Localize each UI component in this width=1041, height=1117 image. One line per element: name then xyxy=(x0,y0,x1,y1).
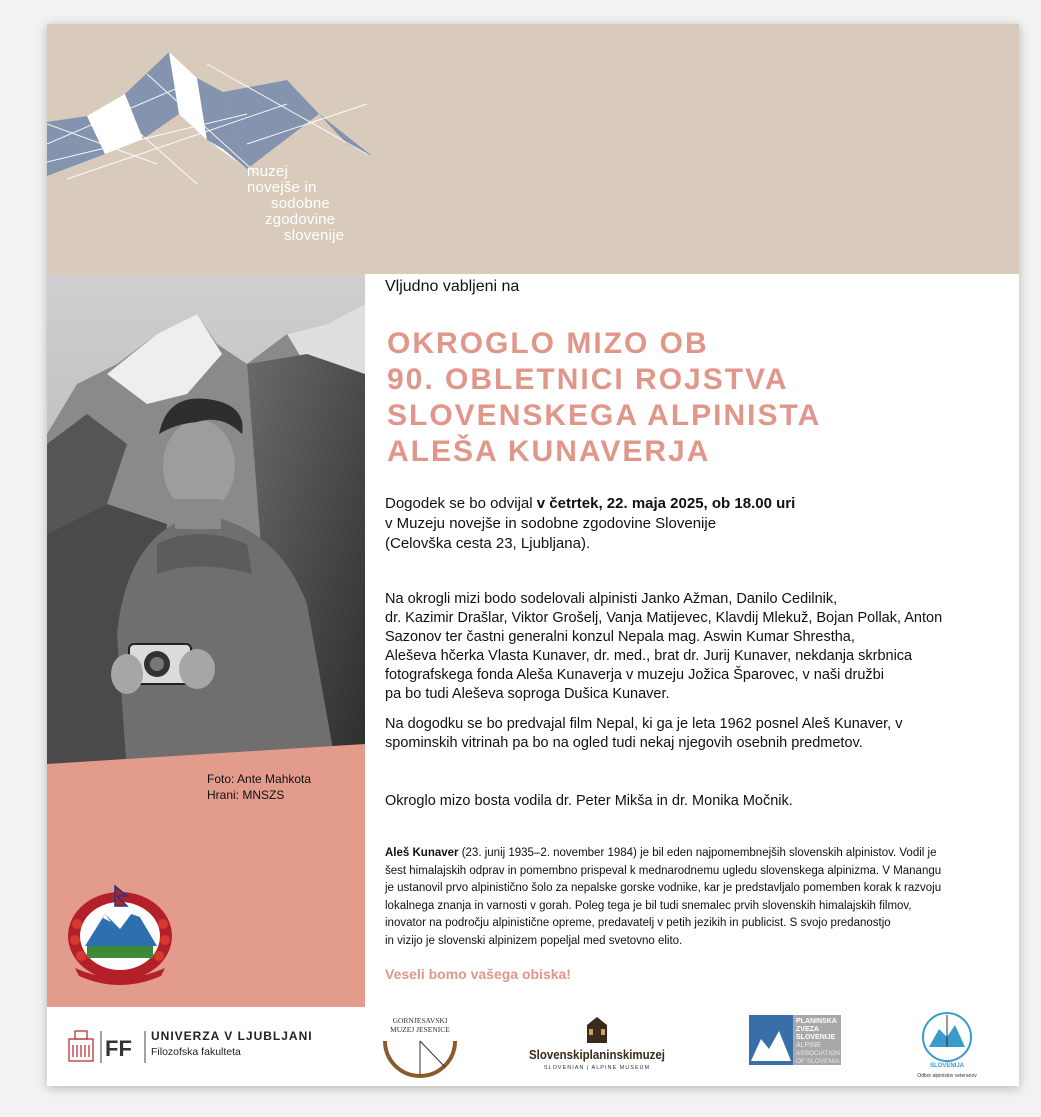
museum-name-line: sodobne xyxy=(271,195,330,212)
slovenski-planinski-muzej-logo xyxy=(527,1015,667,1075)
participants-line: Aleševa hčerka Vlasta Kunaver, dr. med., brat dr. Jurij Kunaver, nekdanja skrbnica xyxy=(385,648,913,664)
ff-university: UNIVERZA V LJUBLJANI xyxy=(151,1029,313,1043)
bio-name: Aleš Kunaver xyxy=(385,847,459,859)
museum-mountain-logo xyxy=(47,44,377,184)
photo-holder: Hrani: MNSZS xyxy=(207,788,285,802)
spm-name: Slovenskiplaninskimuzej xyxy=(529,1047,665,1062)
museum-name xyxy=(247,164,344,244)
pzs-line: SLOVENIJE xyxy=(796,1034,836,1041)
film-paragraph xyxy=(385,715,995,753)
title-line: SLOVENSKEGA ALPINISTA xyxy=(387,399,822,432)
event-details xyxy=(385,494,995,554)
biography-paragraph xyxy=(385,845,1025,950)
portrait-photo xyxy=(47,274,365,772)
invitation-page xyxy=(47,24,1019,1086)
bio-line: šest himalajskih odprav in pomembno prispeval k mednarodnemu ugledu slovenskega alpinizma. V Manangu xyxy=(385,864,942,877)
museum-name-line: novejše in xyxy=(247,179,317,196)
ff-mark: FF xyxy=(105,1036,132,1061)
participants-line: dr. Kazimir Drašlar, Viktor Grošelj, Vanja Matijevec, Klavdij Mlekuž, Bojan Pollak, Anton xyxy=(385,610,943,626)
bio-line: lokalnega znanja in varnosti v gorah. Poleg tega je bil tudi snemalec prvih slovenskih himalajskih filmov, xyxy=(385,899,912,912)
photo-author: Foto: Ante Mahkota xyxy=(207,772,312,786)
museum-name-line: slovenije xyxy=(284,227,345,244)
title-line: OKROGLO MIZO OB xyxy=(387,327,709,360)
film-line: Na dogodku se bo predvajal film Nepal, ki ga je leta 1962 posnel Aleš Kunaver, v xyxy=(385,716,903,732)
ov-name: SLOVENIJA xyxy=(929,1063,965,1069)
bio-line: je ustanovil prvo alpinistično šolo za nepalske gorske vodnike, kar je predstavljalo pomemben korak k razvoju xyxy=(385,882,942,894)
ff-logo-icon xyxy=(67,1025,147,1065)
alpinisti-veterani-logo xyxy=(907,1009,1007,1079)
event-title xyxy=(387,326,997,470)
event-date: v četrtek, 22. maja 2025, ob 18.00 uri xyxy=(536,495,796,512)
bio-line: (23. junij 1935–2. november 1984) je bil eden najpomembnejših slovenskih alpinistov. Vodil je xyxy=(458,847,937,859)
gm-line1: GORNJESAVSKI xyxy=(392,1016,448,1025)
participants-line: Sazonov ter častni generalni konzul Nepala mag. Aswin Kumar Shrestha, xyxy=(385,629,855,645)
ov-caption: Odbor alpinistov veteranov xyxy=(917,1073,977,1079)
participants-line: fotografskega fonda Aleša Kunaverja v muzeju Jožica Šparovec, v naši družbi xyxy=(385,667,884,683)
museum-name-line: muzej xyxy=(247,163,289,180)
participants-paragraph xyxy=(385,590,995,704)
invitation-greeting: Vljudno vabljeni na xyxy=(385,278,520,295)
participants-line: Na okrogli mizi bodo sodelovali alpinisti Janko Ažman, Danilo Cedilnik, xyxy=(385,591,838,607)
museum-name-line: zgodovine xyxy=(265,211,336,228)
welcome-message: Veseli bomo vašega obiska! xyxy=(385,966,571,982)
pzs-line: ALPINE xyxy=(796,1042,821,1049)
pzs-line: ZVEZA xyxy=(796,1026,819,1033)
title-line: 90. OBLETNICI ROJSTVA xyxy=(387,363,789,396)
left-column xyxy=(47,274,365,1007)
pzs-line: OF SLOVENIA xyxy=(796,1058,840,1065)
planinska-zveza-logo xyxy=(747,1013,843,1067)
pzs-line: ASSOCIATION xyxy=(796,1050,840,1057)
gm-line2: MUZEJ JESENICE xyxy=(390,1025,450,1034)
participants-line: pa bo tudi Aleševa soproga Dušica Kunaver. xyxy=(385,686,670,702)
event-prefix: Dogodek se bo odvijal xyxy=(385,495,537,512)
gornjesavski-muzej-logo xyxy=(375,1011,465,1081)
bio-line: inovator na področju alpinistične opreme, predavatelj v petih jezikih in publicist. S svojo predanostjo xyxy=(385,917,891,929)
ff-faculty: Filozofska fakulteta xyxy=(151,1046,241,1058)
climber-photo xyxy=(47,274,365,772)
pzs-line: PLANINSKA xyxy=(796,1018,837,1025)
nepal-coat-of-arms-icon xyxy=(65,884,175,984)
spm-sub: SLOVENIAN | ALPINE MUSEUM xyxy=(543,1065,651,1071)
title-line: ALEŠA KUNAVERJA xyxy=(387,435,711,468)
photo-credit xyxy=(207,771,311,803)
header-banner xyxy=(47,24,1019,274)
ff-university-text xyxy=(151,1029,313,1058)
bio-line: in vizijo je slovenski alpinizem popeljal med svetovno elito. xyxy=(385,934,683,947)
partner-logos xyxy=(47,1007,1019,1086)
moderators-paragraph: Okroglo mizo bosta vodila dr. Peter Mikša in dr. Monika Močnik. xyxy=(385,793,793,809)
film-line: spominskih vitrinah pa bo na ogled tudi nekaj njegovih osebnih predmetov. xyxy=(385,735,863,751)
event-venue: v Muzeju novejše in sodobne zgodovine Slovenije xyxy=(385,515,717,532)
event-address: (Celovška cesta 23, Ljubljana). xyxy=(385,535,591,552)
